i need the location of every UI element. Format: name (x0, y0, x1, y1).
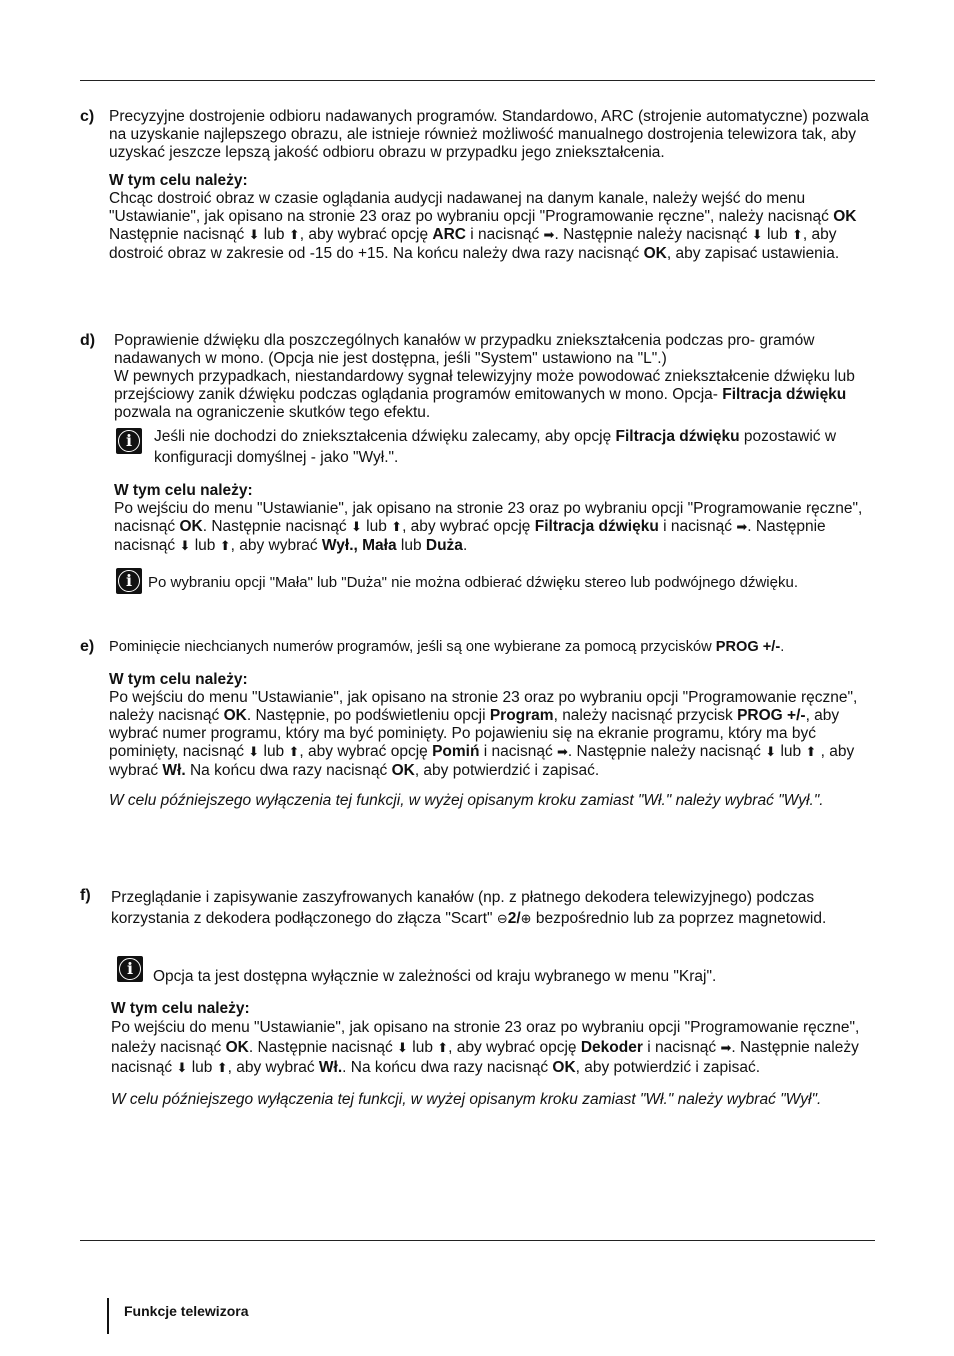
arrow-right-icon: ➡ (543, 228, 555, 243)
info-icon: i (116, 428, 142, 454)
footer-title: Funkcje telewizora (124, 1303, 249, 1319)
arrow-up-icon: ⬆ (791, 228, 803, 243)
top-rule (80, 80, 875, 81)
instructions-text: Po wejściu do menu "Ustawianie", jak opisano na stronie 23 oraz po wybraniu opcji "Programowanie ręczne", należy nacisnąć OK. Następnie, po podświetleniu opcji Program, należy nacisnąć przycisk PROG +/-, aby wybrać numer programu, który ma być pominięty. Po pojawieniu się na ekranie programu, który ma być pominięty, nacisnąć ⬇ lub ⬆, aby wybrać opcję Pomiń i nacisnąć ➡. Następnie należy nacisnąć ⬇ lub ⬆ , aby wybrać Wł. Na końcu dwa razy nacisnąć OK, aby potwierdzić i zapisać. (109, 689, 858, 779)
arrow-right-icon: ➡ (557, 745, 568, 760)
section-intro-continued: W pewnych przypadkach, niestandardowy sygnał telewizyjny może powodować zniekształcenie dźwięku lub przejściowy zanik dźwięku podczas oglądania programów emitowanych w mono. Opcja- Filtracja dźwięku pozwala na ograniczenie skutków tego efektu. (114, 368, 855, 421)
instructions-text: Po wejściu do menu "Ustawianie", jak opisano na stronie 23 oraz po wybraniu opcji "Programowanie ręczne", nacisnąć OK. Następnie nacisnąć ⬇ lub ⬆, aby wybrać opcję Filtracja dźwięku i nacisnąć ➡. Następnie nacisnąć ⬇ lub ⬆, aby wybrać Wył., Mała lub Duża. (114, 500, 863, 554)
scart-in-icon: ⊖ (496, 912, 508, 927)
instructions-heading: W tym celu należy: (114, 482, 253, 499)
section-intro: Poprawienie dźwięku dla poszczególnych kanałów w przypadku zniekształcenia podczas pro- gramów nadawanych w mono. (Opcja nie jest dostępna, jeśli "System" ustawiono na "L".) (114, 332, 815, 367)
section-intro: Precyzyjne dostrojenie odbioru nadawanych programów. Standardowo, ARC (strojenie automatyczne) pozwala na uzyskanie najlepszego obrazu, ale istnieje również możliwość manualnego dostrojenia telewizora tak, aby uzyskać jeszcze lepszą jakość odbioru obrazu w przypadku jego zniekształcenia. (109, 108, 869, 161)
info-note: i Opcja ta jest dostępna wyłącznie w zależności od kraju wybranego w menu "Kraj". (111, 956, 877, 988)
instructions-heading: W tym celu należy: (111, 1000, 250, 1017)
italic-note: W celu późniejszego wyłączenia tej funkcji, w wyżej opisanym kroku zamiast "Wł." należy wybrać "Wył". (111, 1090, 822, 1108)
arrow-down-icon: ⬇ (176, 1061, 188, 1076)
info-note: i Po wybraniu opcji "Mała" lub "Duża" nie można odbierać dźwięku stereo lub podwójnego dźwięku. (114, 570, 876, 598)
instructions-heading: W tym celu należy: (109, 172, 248, 189)
instructions-text: Po wejściu do menu "Ustawianie", jak opisano na stronie 23 oraz po wybraniu opcji "Programowanie ręczne", należy nacisnąć OK. Następnie nacisnąć ⬇ lub ⬆, aby wybrać opcję Dekoder i nacisnąć ➡. Następnie należy nacisnąć ⬇ lub ⬆, aby wybrać Wł.. Na końcu dwa razy nacisnąć OK, aby potwierdzić i zapisać. (111, 1019, 860, 1076)
info-icon: i (117, 956, 143, 982)
italic-note: W celu późniejszego wyłączenia tej funkcji, w wyżej opisanym kroku zamiast "Wł." należy wybrać "Wył.". (109, 792, 824, 809)
arrow-up-icon: ⬆ (391, 520, 403, 535)
arrow-down-icon: ⬇ (751, 228, 763, 243)
section-intro: Pominięcie niechcianych numerów programów, jeśli są one wybierane za pomocą przycisków PROG +/-. (109, 639, 785, 655)
instructions-heading: W tym celu należy: (109, 671, 248, 688)
arrow-up-icon: ⬆ (288, 228, 300, 243)
instructions-text: Chcąc dostroić obraz w czasie oglądania audycji nadawanej na danym kanale, należy wejść do menu "Ustawianie", jak opisano na stronie 23 oraz po wybraniu opcji "Programowanie ręczne", należy nacisnąć OK Następnie nacisnąć ⬇ lub ⬆, aby wybrać opcję ARC i nacisnąć ➡. Następnie należy nacisnąć ⬇ lub ⬆, aby dostroić obraz w zakresie od -15 do +15. Na końcu należy dwa razy nacisnąć OK, aby zapisać ustawienia. (109, 190, 857, 262)
arrow-down-icon: ⬇ (248, 745, 260, 760)
section-letter: f) (80, 887, 91, 904)
section-intro: Przeglądanie i zapisywanie zaszyfrowanych kanałów (np. z płatnego dekodera telewizyjnego) podczas korzystania z dekodera podłączonego do złącza "Scart" ⊖2/⊕ bezpośrednio lub za poprzez magnetowid. (111, 889, 827, 927)
arrow-up-icon: ⬆ (437, 1040, 449, 1056)
arrow-down-icon: ⬇ (179, 539, 191, 554)
arrow-down-icon: ⬇ (765, 745, 777, 760)
arrow-up-icon: ⬆ (805, 745, 817, 760)
arrow-up-icon: ⬆ (216, 1061, 228, 1076)
arrow-right-icon: ➡ (736, 520, 748, 535)
arrow-down-icon: ⬇ (248, 228, 260, 243)
info-note: i Jeśli nie dochodzi do zniekształcenia dźwięku zalecamy, aby opcję Filtracja dźwięku pozostawić w konfiguracji domyślnej - jako "Wył.". (114, 426, 876, 468)
arrow-up-icon: ⬆ (288, 745, 300, 760)
bottom-rule (80, 1240, 875, 1241)
section-letter: e) (80, 638, 95, 655)
arrow-down-icon: ⬇ (397, 1040, 408, 1056)
arrow-up-icon: ⬆ (219, 539, 231, 554)
section-letter: d) (80, 332, 96, 349)
scart-out-icon: ⊕ (520, 912, 532, 927)
footer-bar (107, 1298, 109, 1334)
arrow-down-icon: ⬇ (350, 520, 362, 535)
section-letter: c) (80, 108, 95, 125)
info-icon: i (116, 568, 142, 594)
arrow-right-icon: ➡ (720, 1040, 732, 1056)
